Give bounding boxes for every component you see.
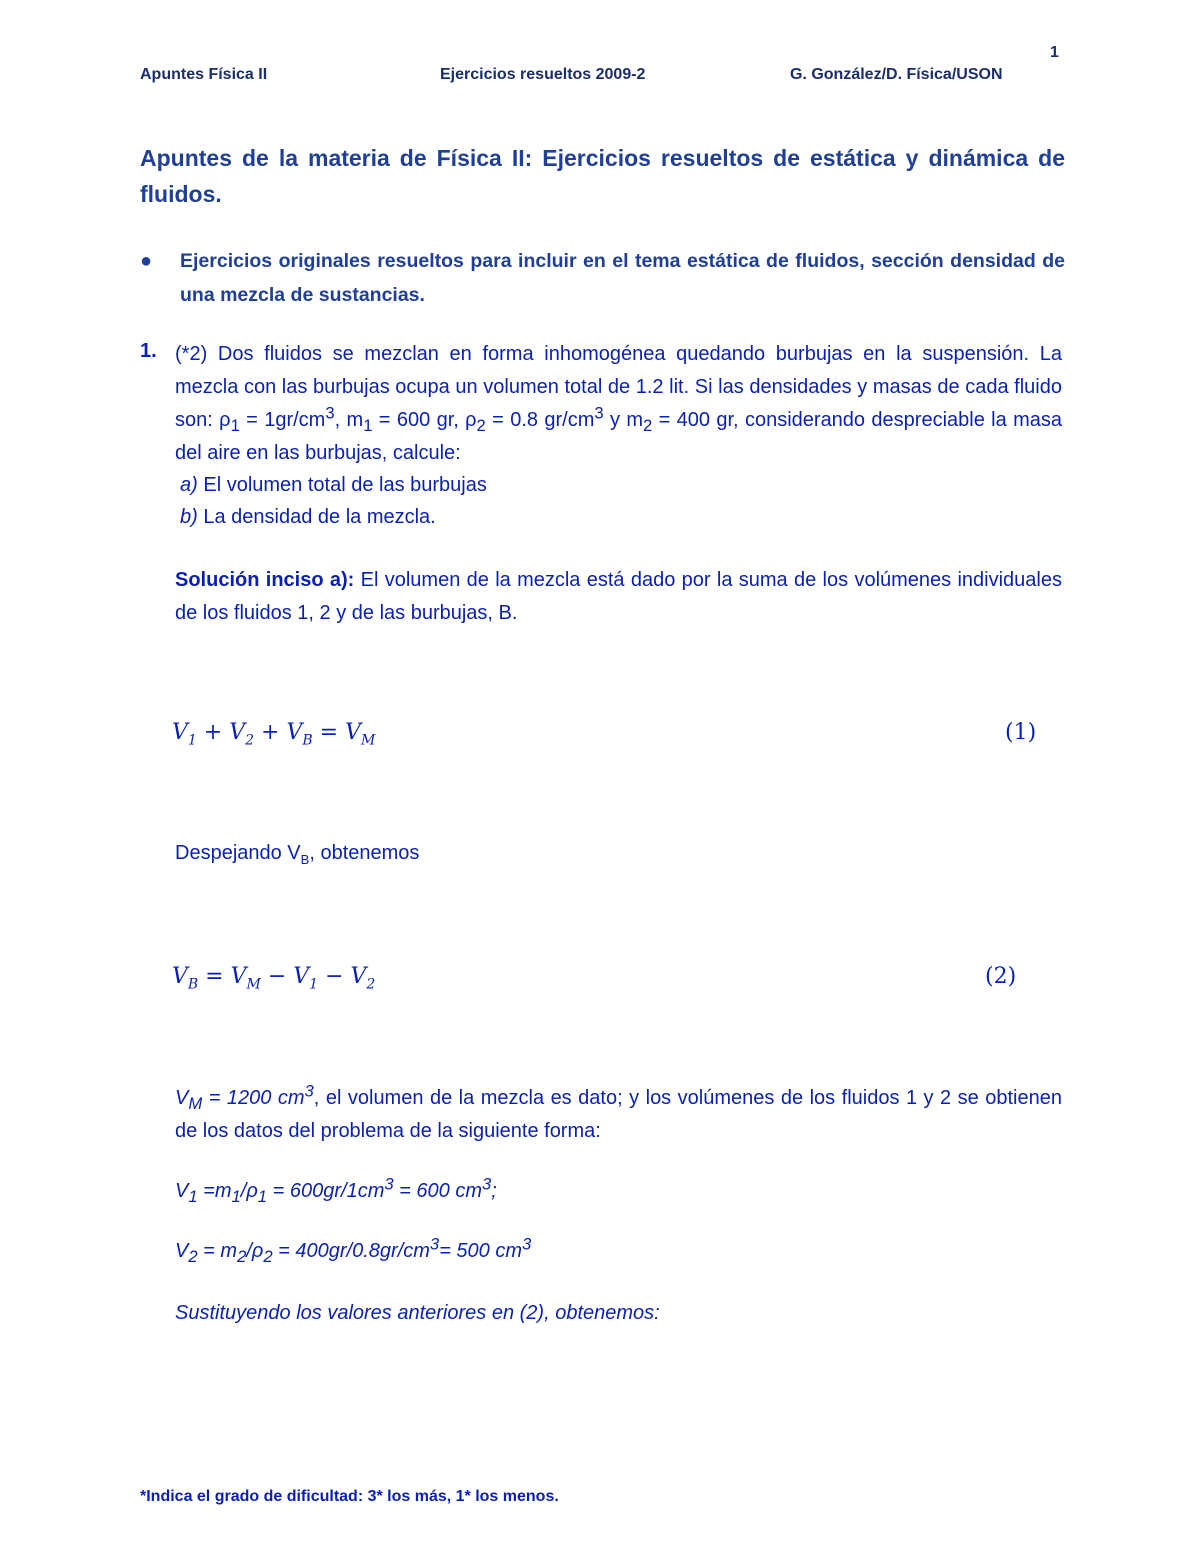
problem-statement: (*2) Dos fluidos se mezclan en forma inhomogénea quedando burbujas en la suspensión. La mezcla con las burbujas ocupa un volumen total de 1.2 lit. Si las densidades y masas de cada fluido son: $\rho_1 = 1gr/cm^3$, $m_1 = 600$ gr, $\rho_2 = 0.8$ $gr/cm^3$ y $m_2 = 400$ gr, considerando despreciable la masa del aire en las burbujas, calcule:: [175, 343, 1062, 464]
sustituyendo-text: Sustituyendo los valores anteriores en (2), obtenemos:: [175, 1302, 660, 1324]
page-number: 1: [1050, 44, 1059, 61]
v1-equation: $V_1 =m_1/\rho_1 = 600gr/1cm^3 = 600$ $cm^3$;: [175, 1174, 497, 1206]
bullet-text: Ejercicios originales resueltos para incluir en el tema estática de fluidos, sección densidad de una mezcla de sustancias.: [180, 250, 1065, 306]
bullet-icon: ●: [140, 250, 153, 272]
header-left: Apuntes Física II: [140, 66, 268, 83]
equation-1: $V_1 + V_2 + V_B = V_M$: [172, 720, 376, 749]
vm-paragraph: $V_M = 1200$ $cm^3$, el volumen de la mezcla es dato; y los volúmenes de los fluidos 1 y 2 se obtienen de los datos del problema de la siguiente forma:: [175, 1081, 1062, 1142]
document-title: Apuntes de la materia de Física II: Ejercicios resueltos de estática y dinámica de fluidos.: [140, 145, 1065, 207]
solution-text: Solución inciso a): El volumen de la mezcla está dado por la suma de los volúmenes individuales de los fluidos 1, 2 y de las burbujas, B.: [175, 569, 1062, 624]
despejando-text: Despejando $V_B$, obtenemos: [175, 842, 420, 867]
equation-1-number: (1): [1005, 720, 1037, 745]
equation-2-number: (2): [985, 964, 1017, 989]
list-item-a: a) El volumen total de las burbujas: [180, 474, 487, 496]
equation-2: $V_B = V_M - V_1 - V_2$: [172, 964, 376, 993]
header-center: Ejercicios resueltos 2009-2: [440, 66, 646, 83]
problem-number: 1.: [140, 340, 157, 362]
footnote: *Indica el grado de dificultad: 3* los más, 1* los menos.: [140, 1488, 559, 1505]
list-item-b: b) La densidad de la mezcla.: [180, 506, 436, 528]
header-right: G. González/D. Física/USON: [790, 66, 1003, 83]
v2-equation: $V_2 = m_2/\rho_2 = 400gr/0.8gr/cm^3= 500$ $cm^3$: [175, 1234, 532, 1266]
